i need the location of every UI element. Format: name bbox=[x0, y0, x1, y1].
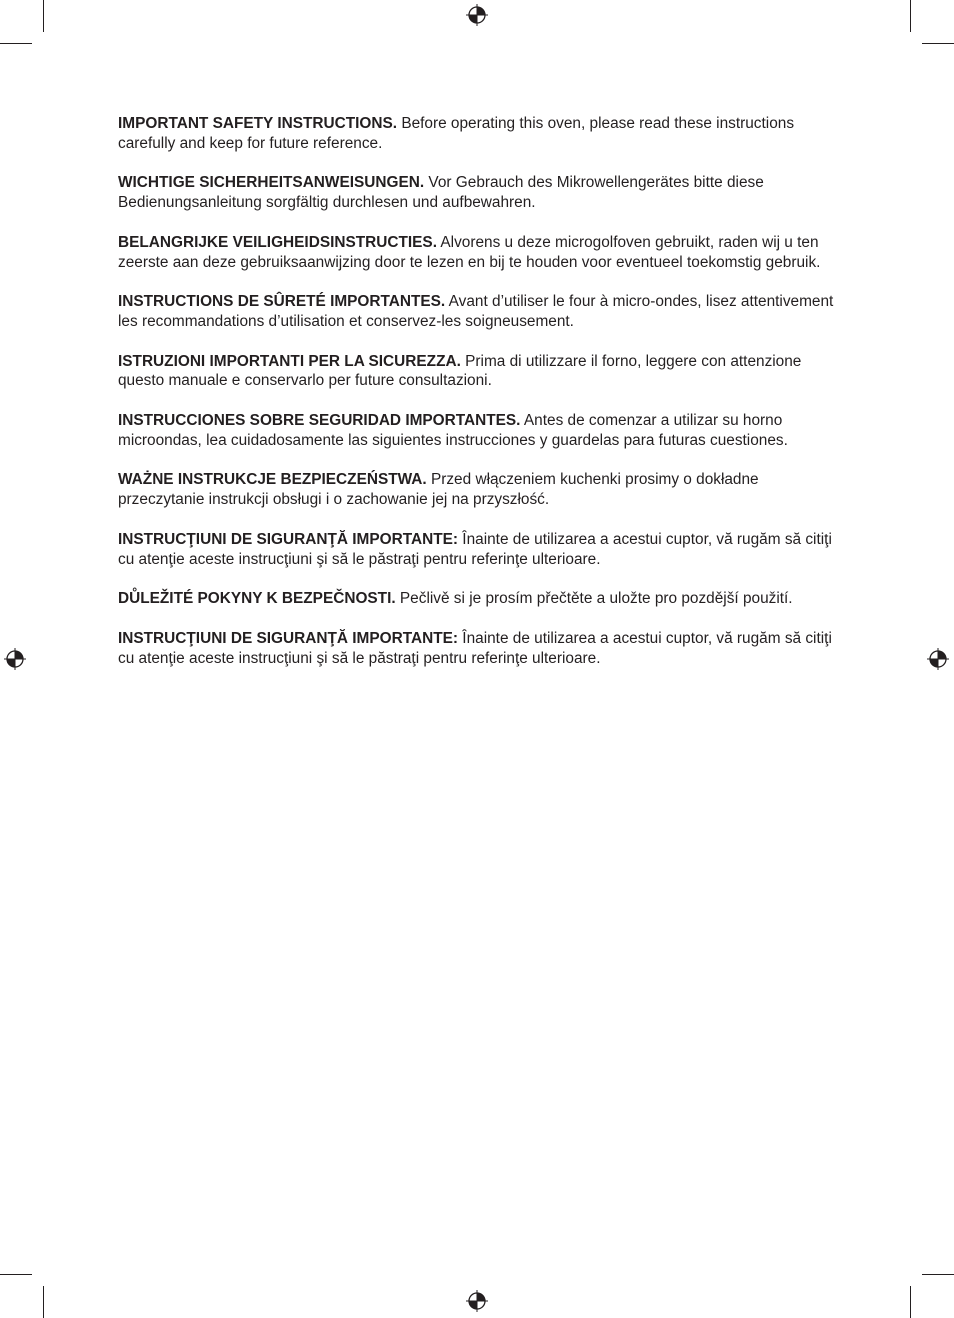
crop-mark-icon bbox=[43, 0, 44, 32]
paragraph-spanish bbox=[118, 411, 834, 451]
paragraph-dutch bbox=[118, 233, 834, 273]
paragraph-heading: INSTRUCŢIUNI DE SIGURANŢĂ IMPORTANTE: bbox=[118, 629, 459, 647]
crop-mark-icon bbox=[43, 1286, 44, 1318]
paragraph-heading: IMPORTANT SAFETY INSTRUCTIONS. bbox=[118, 115, 398, 132]
paragraph-text: Înainte de utilizarea a acestui cuptor, vă rugăm să citiţi cu atenţie aceste instrucţiuni şi să le păstraţi pentru referinţe ulterioare. bbox=[118, 629, 832, 667]
paragraph-romanian bbox=[118, 530, 834, 570]
registration-target-icon bbox=[927, 648, 949, 670]
crop-mark-icon bbox=[922, 43, 954, 44]
paragraph-text: Prima di utilizzare il forno, leggere con attenzione questo manuale e conservarlo per future consultazioni. bbox=[118, 352, 802, 390]
paragraph-text: Before operating this oven, please read these instructions carefully and keep for future reference. bbox=[118, 115, 795, 152]
paragraph-english bbox=[118, 114, 834, 154]
registration-target-icon bbox=[4, 648, 26, 670]
paragraph-heading: DŮLEŽITÉ POKYNY K BEZPEČNOSTI. bbox=[118, 590, 396, 608]
paragraph-heading: WAŻNE INSTRUKCJE BEZPIECZEŃSTWA. bbox=[118, 471, 427, 489]
paragraph-text: Avant d’utiliser le four à micro-ondes, lisez attentivement les recommandations d’utilisation et conservez-les soigneusement. bbox=[118, 293, 834, 330]
paragraph-text: Pečlivě si je prosím přečtěte a uložte pro pozdější použití. bbox=[399, 590, 793, 608]
paragraph-heading: BELANGRIJKE VEILIGHEIDSINSTRUCTIES. bbox=[118, 233, 437, 251]
paragraph-italian bbox=[118, 352, 834, 392]
paragraph-polish bbox=[118, 470, 834, 510]
registration-target-icon bbox=[466, 1290, 488, 1312]
paragraph-heading: WICHTIGE SICHERHEITSANWEISUNGEN. bbox=[118, 174, 425, 192]
paragraph-text: Antes de comenzar a utilizar su horno microondas, lea cuidadosamente las siguientes instrucciones y guardelas para futuras cuestiones. bbox=[118, 411, 788, 449]
paragraph-heading: INSTRUCŢIUNI DE SIGURANŢĂ IMPORTANTE: bbox=[118, 530, 459, 548]
crop-mark-icon bbox=[922, 1274, 954, 1275]
paragraph-text: Vor Gebrauch des Mikrowellengerätes bitte diese Bedienungsanleitung sorgfältig durchlesen und aufbewahren. bbox=[118, 174, 764, 212]
paragraph-czech bbox=[118, 589, 834, 609]
paragraph-heading: INSTRUCCIONES SOBRE SEGURIDAD IMPORTANTES. bbox=[118, 411, 521, 429]
paragraph-german bbox=[118, 173, 834, 213]
paragraph-text: Przed włączeniem kuchenki prosimy o dokładne przeczytanie instrukcji obsługi i o zachowanie jej na przyszłość. bbox=[118, 471, 759, 509]
paragraph-text: Înainte de utilizarea a acestui cuptor, vă rugăm să citiţi cu atenţie aceste instrucţiuni şi să le păstraţi pentru referinţe ulterioare. bbox=[118, 530, 832, 568]
crop-mark-icon bbox=[910, 1286, 911, 1318]
safety-instructions-body bbox=[118, 114, 834, 688]
paragraph-romanian-repeat bbox=[118, 629, 834, 669]
crop-mark-icon bbox=[0, 1274, 32, 1275]
crop-mark-icon bbox=[910, 0, 911, 32]
paragraph-french bbox=[118, 292, 834, 332]
paragraph-heading: ISTRUZIONI IMPORTANTI PER LA SICUREZZA. bbox=[118, 352, 461, 370]
registration-target-icon bbox=[466, 4, 488, 26]
crop-mark-icon bbox=[0, 43, 32, 44]
paragraph-text: Alvorens u deze microgolfoven gebruikt, raden wij u ten zeerste aan deze gebruiksaanwijzing door te lezen en bij te houden voor eventueel toekomstig gebruik. bbox=[118, 233, 821, 271]
paragraph-heading: INSTRUCTIONS DE SÛRETÉ IMPORTANTES. bbox=[118, 293, 446, 311]
